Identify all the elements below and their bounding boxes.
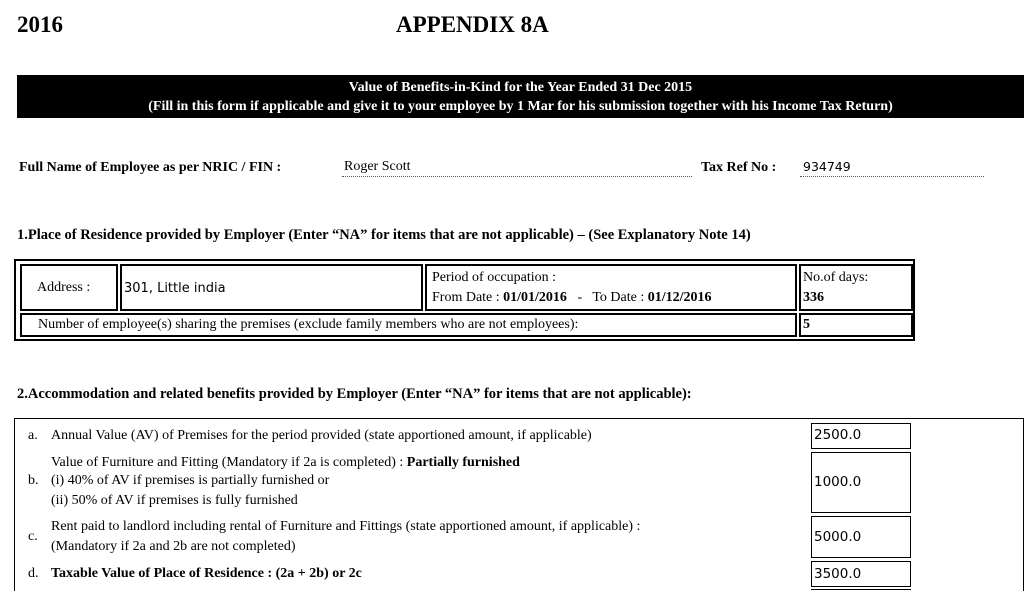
tax-ref-label: Tax Ref No : — [701, 160, 777, 175]
address-label-cell — [20, 264, 118, 311]
employee-name-field[interactable]: Roger Scott — [344, 159, 411, 174]
accommodation-table — [14, 418, 1024, 591]
banner-line-1: Value of Benefits-in-Kind for the Year Ended 31 Dec 2015 — [348, 80, 693, 95]
taxable-value-field[interactable]: 3500.0 — [811, 561, 911, 587]
item-b-line1 — [51, 455, 520, 471]
section1-title: 1.Place of Residence provided by Employer (Enter “NA” for items that are not applicable) – (See Explanatory Note 14) — [17, 227, 751, 243]
days-value[interactable]: 336 — [803, 290, 824, 305]
item-a-marker: a. — [28, 428, 38, 443]
days-cell — [799, 264, 913, 311]
page-title: APPENDIX 8A — [396, 12, 549, 37]
tax-ref-field[interactable]: 934749 — [803, 159, 851, 174]
item-b-line3: (ii) 50% of AV if premises is fully furnished — [51, 493, 298, 508]
section2-title: 2.Accommodation and related benefits provided by Employer (Enter “NA” for items that are not applicable): — [17, 386, 692, 402]
item-b-marker: b. — [28, 473, 39, 488]
date-separator: - — [577, 290, 583, 305]
tax-ref-underline — [800, 176, 984, 177]
employee-name-underline — [342, 176, 692, 177]
period-label: Period of occupation : — [432, 270, 557, 285]
item-c-marker: c. — [28, 529, 38, 544]
address-value: 301, Little india — [124, 281, 226, 296]
annual-value-field[interactable]: 2500.0 — [811, 423, 911, 449]
item-d-marker: d. — [28, 566, 39, 581]
furniture-value-field[interactable]: 1000.0 — [811, 452, 911, 513]
residence-table — [14, 259, 915, 341]
item-c-line1: Rent paid to landlord including rental of Furniture and Fittings (state apportioned amount, if applicable) : — [51, 519, 641, 534]
employees-sharing-cell — [20, 313, 797, 337]
address-label: Address : — [37, 280, 91, 295]
to-date-label: To Date : — [592, 290, 645, 305]
period-dates — [432, 290, 712, 306]
from-date-label: From Date : — [432, 290, 500, 305]
item-c-line2: (Mandatory if 2a and 2b are not completed) — [51, 539, 296, 554]
item-a-label: Annual Value (AV) of Premises for the period provided (state apportioned amount, if applicable) — [51, 428, 592, 443]
days-label: No.of days: — [803, 270, 869, 285]
employees-sharing-value: 5 — [803, 317, 810, 332]
form-year: 2016 — [17, 12, 63, 37]
rent-paid-field[interactable]: 5000.0 — [811, 516, 911, 558]
to-date-value[interactable]: 01/12/2016 — [647, 290, 712, 305]
item-b-line2: (i) 40% of AV if premises is partially furnished or — [51, 473, 330, 488]
item-d-label: Taxable Value of Place of Residence : (2a + 2b) or 2c — [51, 566, 362, 581]
furnishing-status: Partially furnished — [406, 455, 520, 470]
period-cell — [425, 264, 797, 311]
employees-sharing-field[interactable] — [799, 313, 913, 337]
banner-line-2: (Fill in this form if applicable and give it to your employee by 1 Mar for his submission together with his Income Tax Return) — [148, 99, 893, 114]
next-field-edge — [811, 589, 911, 593]
from-date-value[interactable]: 01/01/2016 — [503, 290, 567, 305]
employees-sharing-label: Number of employee(s) sharing the premises (exclude family members who are not employees): — [38, 317, 579, 332]
item-b-label: Value of Furniture and Fitting (Mandatory if 2a is completed) : — [51, 455, 404, 470]
form-banner — [17, 75, 1024, 118]
employee-name-label: Full Name of Employee as per NRIC / FIN : — [19, 160, 282, 175]
address-field[interactable] — [120, 264, 423, 311]
